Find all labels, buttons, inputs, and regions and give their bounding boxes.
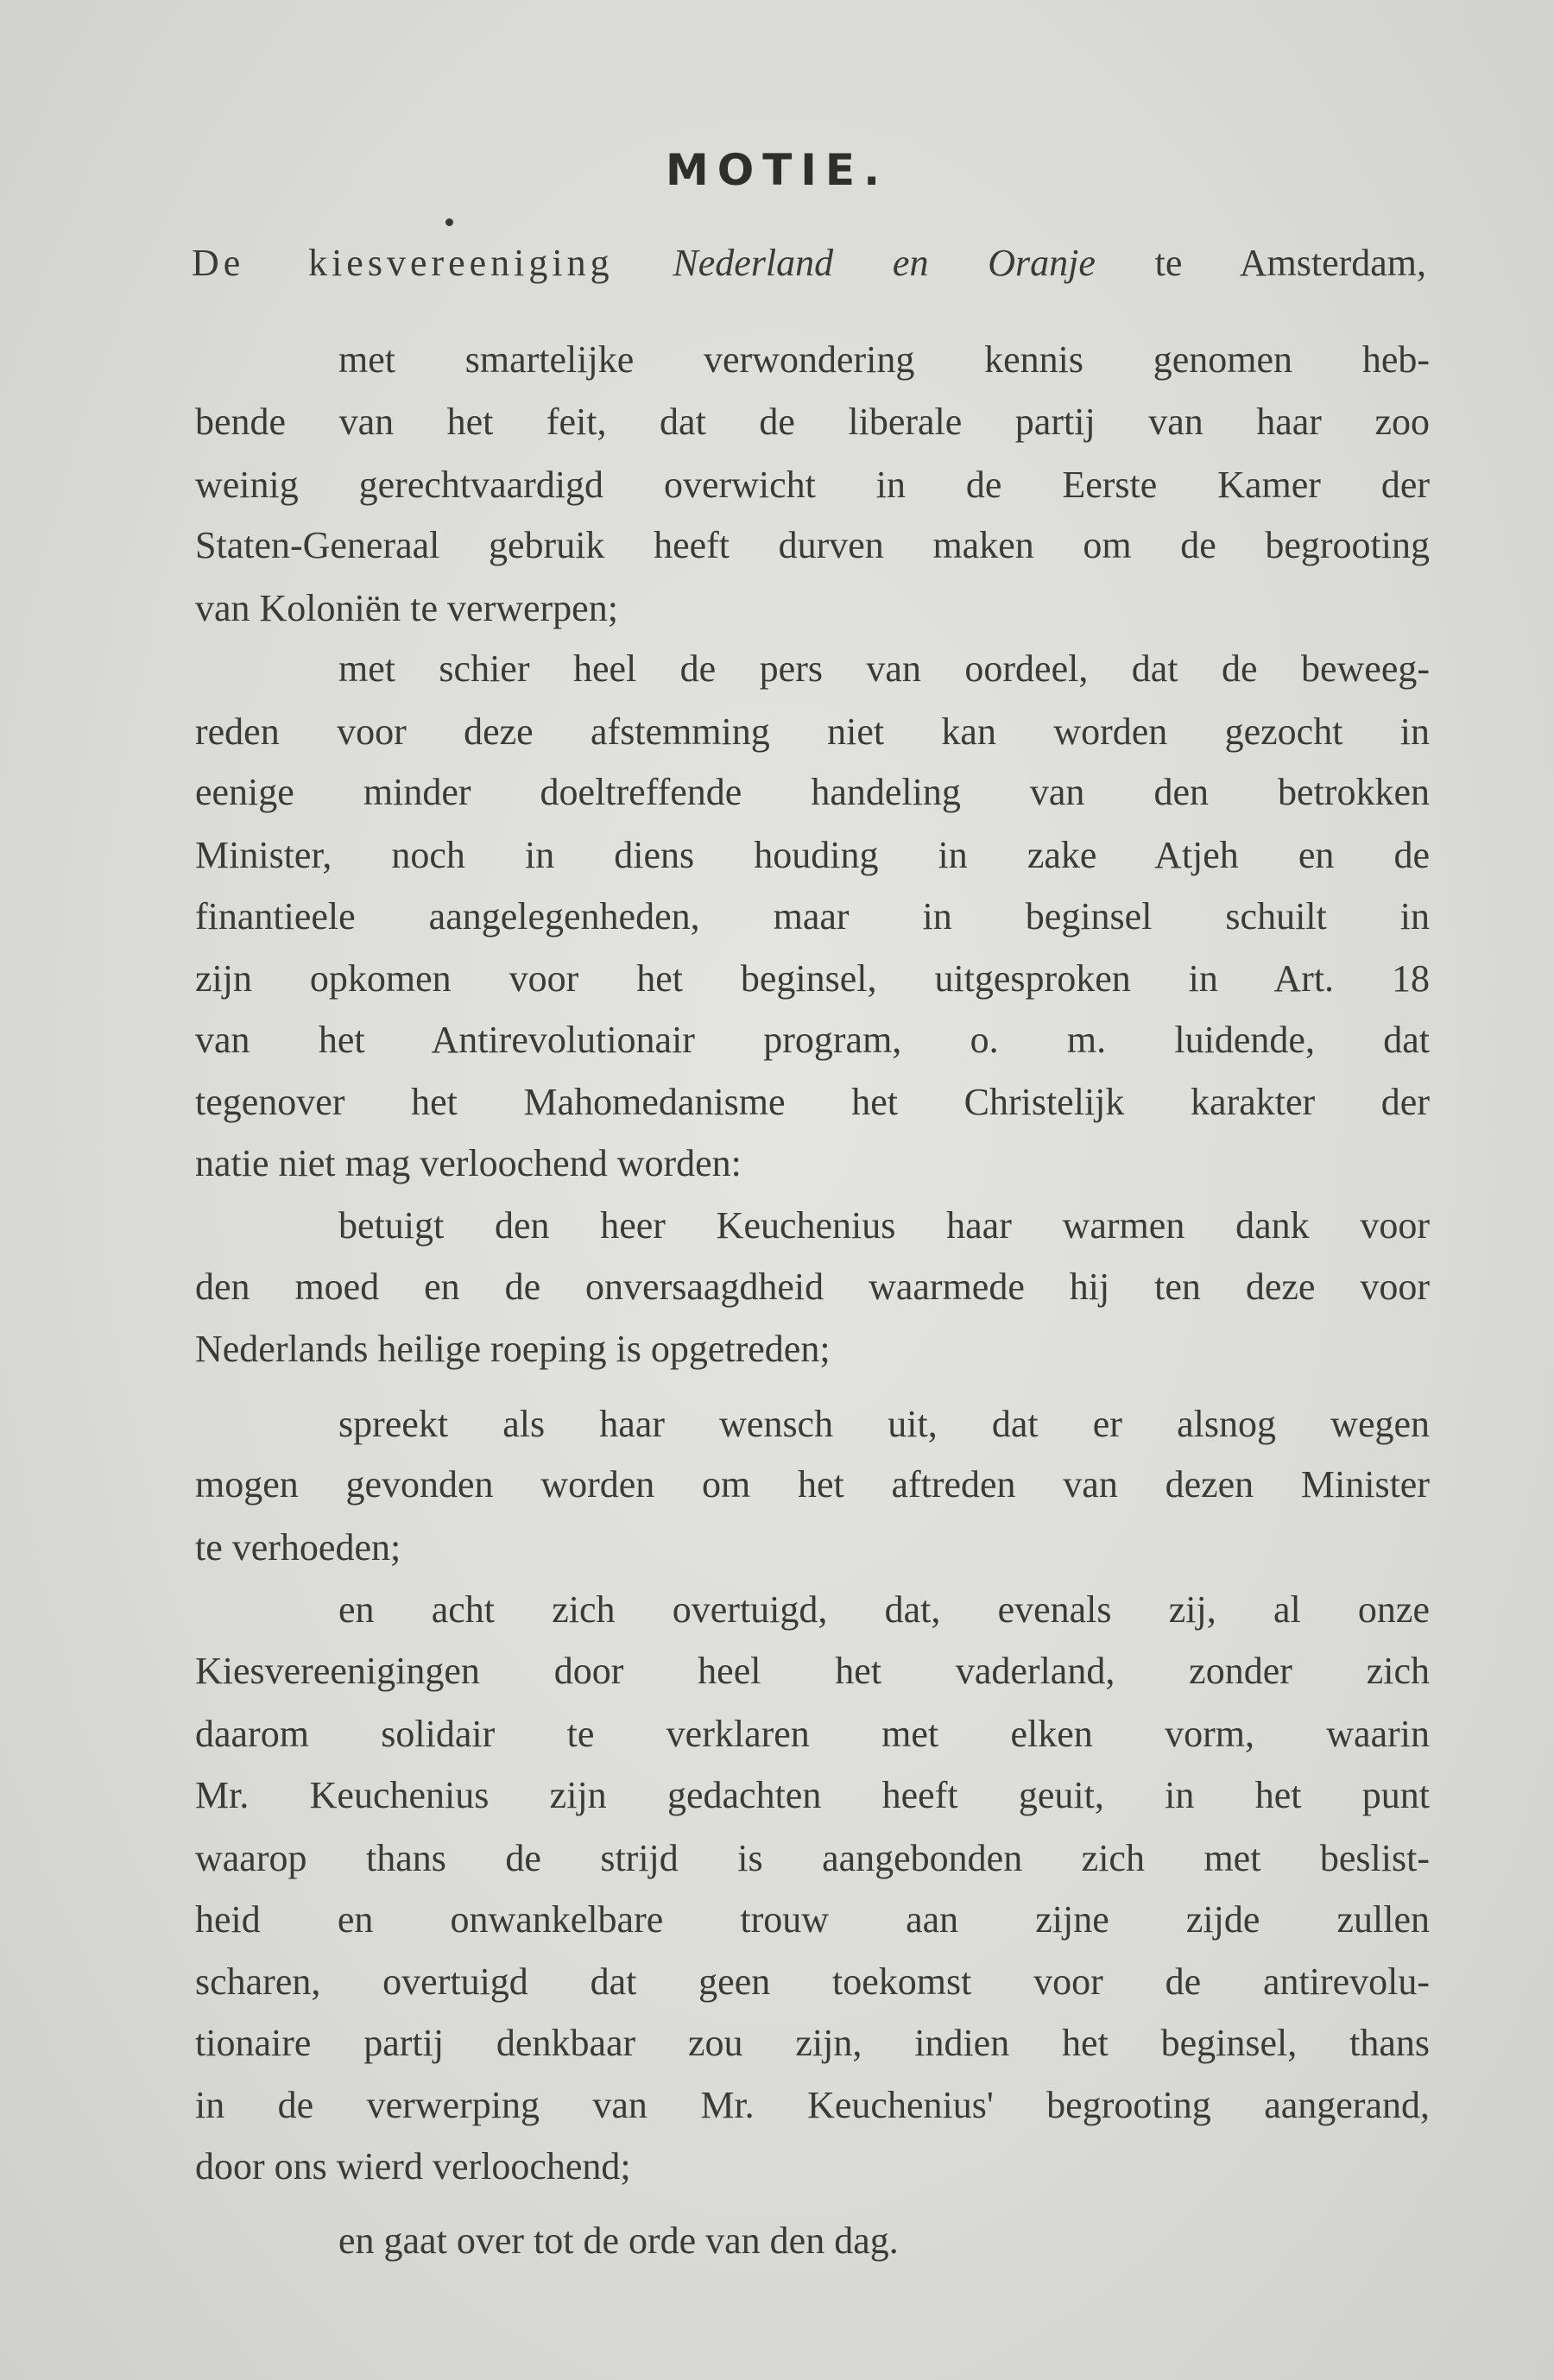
text-line: zijn opkomen voor het beginsel, uitgesproken in Art. 18 — [195, 957, 1430, 1000]
opening-lead: De kiesvereeniging — [192, 242, 614, 284]
text-line: den moed en de onversaagdheid waarmede hij ten deze voor — [195, 1266, 1430, 1308]
text-line: van het Antirevolutionair program, o. m. luidende, dat — [195, 1019, 1430, 1061]
text-line: spreekt als haar wensch uit, dat er alsnog wegen — [338, 1403, 1430, 1445]
association-name: Nederland en Oranje — [673, 242, 1096, 284]
text-line: door ons wierd verloochend; — [195, 2145, 631, 2187]
opening-line — [192, 237, 1426, 289]
text-line: scharen, overtuigd dat geen toekomst voor de antirevolu- — [195, 1960, 1430, 2003]
text-line: eenige minder doeltreffende handeling van den betrokken — [195, 771, 1430, 813]
text-line: Staten-Generaal gebruik heeft durven maken om de begrooting — [195, 524, 1430, 566]
text-line: in de verwerping van Mr. Keuchenius' begrooting aangerand, — [195, 2084, 1430, 2126]
text-line: Mr. Keuchenius zijn gedachten heeft geuit, in het punt — [195, 1774, 1430, 1816]
text-line: betuigt den heer Keuchenius haar warmen dank voor — [338, 1204, 1430, 1247]
text-line: en gaat over tot de orde van den dag. — [338, 2219, 899, 2262]
page-title: MOTIE. — [665, 145, 889, 195]
text-line: bende van het feit, dat de liberale partij van haar zoo — [195, 401, 1430, 443]
text-line: Nederlands heilige roeping is opgetreden; — [195, 1328, 831, 1370]
text-line: te verhoeden; — [195, 1526, 401, 1569]
opening-tail: te Amsterdam, — [1154, 242, 1427, 284]
text-line: natie niet mag verloochend worden: — [195, 1142, 742, 1184]
text-line: van Koloniën te verwerpen; — [195, 587, 618, 629]
text-line: finantieele aangelegenheden, maar in beginsel schuilt in — [195, 895, 1430, 937]
text-line: mogen gevonden worden om het aftreden van dezen Minister — [195, 1463, 1430, 1506]
text-line: Minister, noch in diens houding in zake Atjeh en de — [195, 834, 1430, 876]
text-line: tegenover het Mahomedanisme het Christelijk karakter der — [195, 1081, 1430, 1123]
text-line: en acht zich overtuigd, dat, evenals zij, al onze — [338, 1588, 1430, 1631]
text-line: Kiesvereenigingen door heel het vaderland, zonder zich — [195, 1650, 1430, 1692]
text-line: heid en onwankelbare trouw aan zijne zijde zullen — [195, 1898, 1430, 1941]
text-line: tionaire partij denkbaar zou zijn, indien het beginsel, thans — [195, 2022, 1430, 2064]
text-line: weinig gerechtvaardigd overwicht in de Eerste Kamer der — [195, 464, 1430, 506]
ornament-dot — [445, 218, 453, 226]
text-line: met smartelijke verwondering kennis genomen heb- — [338, 338, 1430, 381]
text-line: reden voor deze afstemming niet kan worden gezocht in — [195, 710, 1430, 753]
text-line: waarop thans de strijd is aangebonden zich met beslist- — [195, 1837, 1430, 1879]
text-line: met schier heel de pers van oordeel, dat de beweeg- — [338, 647, 1430, 690]
text-line: daarom solidair te verklaren met elken vorm, waarin — [195, 1713, 1430, 1755]
